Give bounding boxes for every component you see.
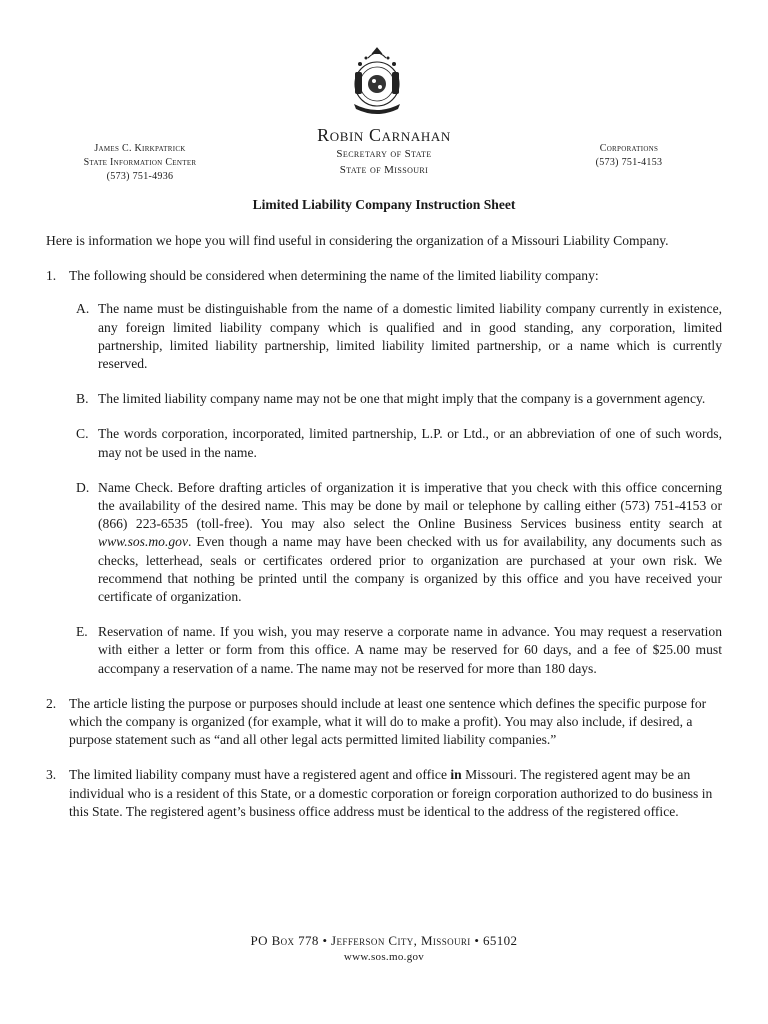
document-body [46, 232, 722, 821]
emphasis-in: in [450, 767, 462, 783]
name-check-text-a: Name Check. Before drafting articles of organization it is imperative that you check with this office concerning the availability of the desired name. This may be done by mail or telephone by calling either (573) 751-4153 or (866) 223-6535 (toll-free). You may also select the Online Business Services business entity search at [98, 479, 722, 532]
info-center-phone: (573) 751-4936 [106, 171, 174, 182]
intro-paragraph: Here is information we hope you will find useful in considering the organization of a Missouri Liability Company. [46, 233, 669, 248]
sub-item-d [76, 479, 722, 606]
header-left-block [60, 142, 220, 184]
footer-website[interactable]: www.sos.mo.gov [343, 951, 425, 963]
sub-item-text: The limited liability company name may not be one that might imply that the company is a government agency. [98, 391, 706, 407]
center-name: State Information Center [83, 157, 197, 168]
list-item-label: 3. [46, 767, 57, 783]
name-check-text-b: . Even though a name may have been checked with us for availability, any documents such as checks, letterhead, seals or certificates ordered prior to organization are purchased at your own risk. We recommend that nothing be printed until the company is organized by this office and you have received your certificate of organization. [98, 534, 722, 605]
sub-item-text: The name must be distinguishable from the name of a domestic limited liability company currently in existence, any foreign limited liability company which is qualified and in good standing, any corporation, limited partnership, limited liability partnership, limited liability limited partnership, or a name which is currently reserved. [98, 301, 722, 372]
sub-item-text: Reservation of name. If you wish, you may reserve a corporate name in advance. You may request a reservation with either a letter or form from this office. A name may be reserved for 60 days, and a fee of $25.00 must accompany a reservation of a name. The name may not be reserved for more than 180 days. [98, 624, 722, 676]
list-item-label: 1. [46, 268, 57, 284]
website-link[interactable]: www.sos.mo.gov [98, 534, 189, 550]
name-rules-list [46, 300, 722, 677]
state-name: State of Missouri [339, 164, 429, 176]
sub-item-text: The words corporation, incorporated, limited partnership, L.P. or Ltd., or an abbreviation of one of such words, may not be used in the name. [98, 426, 722, 460]
sub-item-a [76, 300, 722, 373]
mailing-address: PO Box 778 • Jefferson City, Missouri • 65102 [250, 933, 518, 948]
sub-item-e [76, 623, 722, 678]
sub-item-label: C. [76, 426, 89, 442]
sub-item-label: E. [76, 624, 88, 640]
agent-text-b: Missouri. The registered agent may be an individual who is a resident of this State, or a domestic corporation or foreign corporation authorized to do business in this State. The registered agent’s business office address must be identical to the address of the registered office. [69, 767, 713, 819]
header-center-block [284, 124, 484, 178]
sub-item-text [98, 479, 722, 606]
official-title: Secretary of State [336, 148, 432, 160]
sub-item-label: B. [76, 391, 89, 407]
list-item-label: 2. [46, 695, 57, 711]
sub-item-label: A. [76, 301, 90, 317]
sub-item-label: D. [76, 479, 90, 495]
corporations-phone: (573) 751-4153 [595, 157, 663, 168]
list-item-text [69, 766, 722, 821]
list-item-text: The article listing the purpose or purposes should include at least one sentence which defines the specific purpose for which the company is organized (for example, what it will do to make a profit). You may also include, if desired, a purpose statement such as “and all other legal acts permitted limited liability companies.” [69, 695, 707, 748]
agent-text-a: The limited liability company must have a registered agent and office [69, 767, 451, 783]
list-item-3 [46, 766, 722, 821]
list-item-1 [46, 267, 722, 285]
sub-item-b [76, 390, 722, 408]
missouri-state-seal-icon [346, 44, 408, 118]
department-name: Corporations [599, 143, 659, 154]
building-name: James C. Kirkpatrick [94, 143, 186, 154]
sub-item-c [76, 425, 722, 461]
header-right-block [570, 142, 688, 170]
page-title: Limited Liability Company Instruction Sheet [252, 197, 516, 212]
page-footer [0, 933, 768, 965]
list-item-2 [46, 695, 722, 750]
official-name: Robin Carnahan [317, 125, 451, 145]
list-item-text: The following should be considered when determining the name of the limited liability company: [69, 268, 599, 284]
